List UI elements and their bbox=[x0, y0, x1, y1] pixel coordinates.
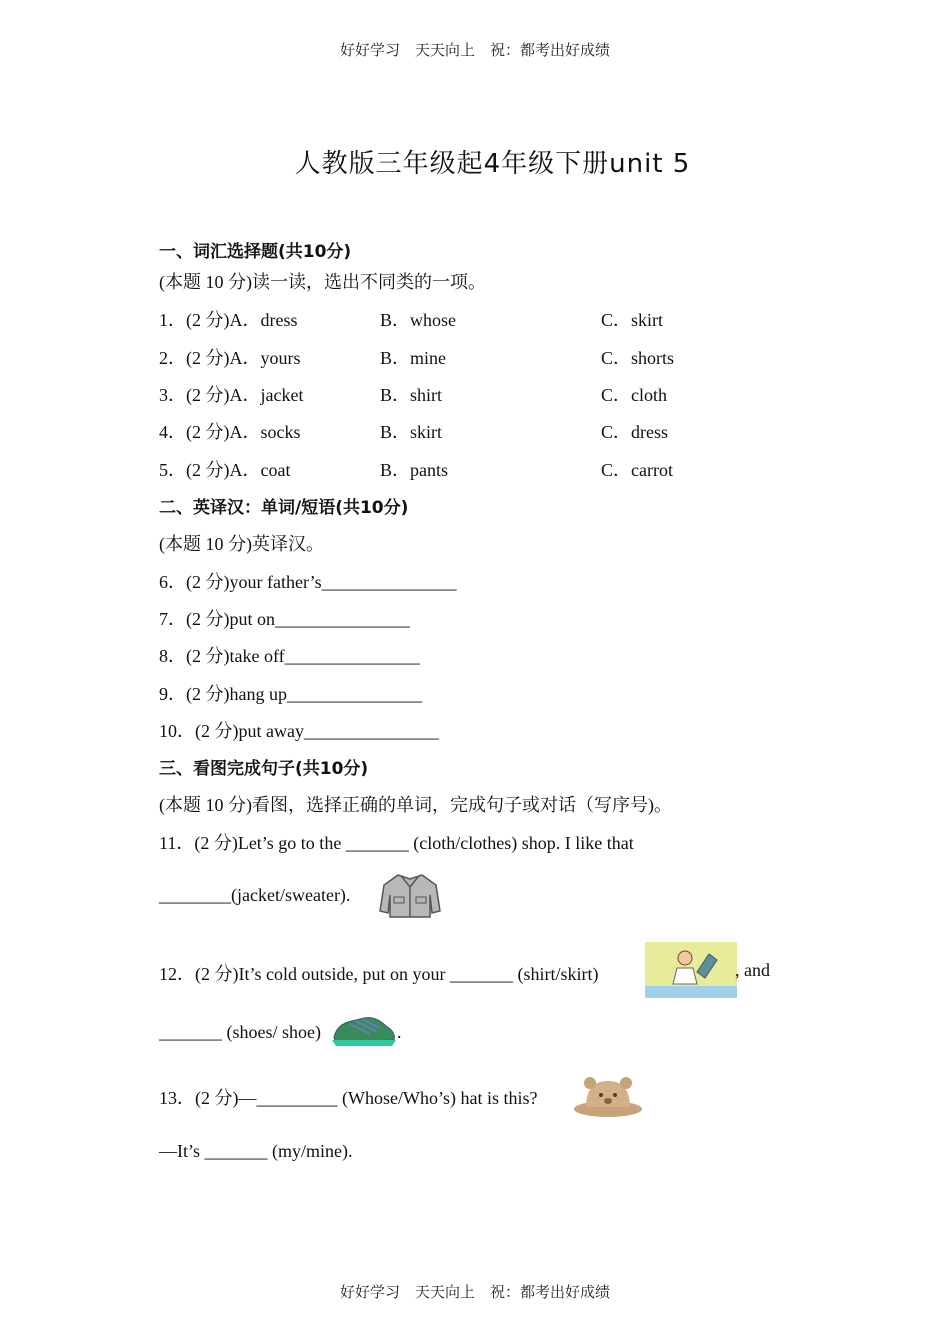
q5-option-b: B．pants bbox=[380, 460, 449, 480]
q2-option-a: 2．(2 分)A．yours bbox=[159, 348, 301, 368]
q1-option-c: C．skirt bbox=[601, 310, 664, 330]
q9-line: 9．(2 分)hang up_______________ bbox=[159, 684, 422, 704]
q1-option-b: B．whose bbox=[380, 310, 456, 330]
q12-line2-end: . bbox=[397, 1022, 402, 1042]
q8-line: 8．(2 分)take off_______________ bbox=[159, 646, 420, 666]
q12-line1: 12．(2 分)It’s cold outside, put on your _______ (shirt/skirt) bbox=[159, 964, 599, 984]
q4-option-b: B．skirt bbox=[380, 422, 443, 442]
section3-instruction: (本题 10 分)看图，选择正确的单词，完成句子或对话（写序号)。 bbox=[159, 795, 672, 815]
q5-option-c: C．carrot bbox=[601, 460, 673, 480]
page-footer: 好好学习 天天向上 祝：都考出好成绩 bbox=[339, 1283, 610, 1301]
q12-line2: _______ (shoes/ shoe) bbox=[159, 1022, 321, 1042]
q1-option-a: 1．(2 分)A．dress bbox=[159, 310, 298, 330]
shirt-picture bbox=[645, 942, 737, 998]
q13-line1: 13．(2 分)—_________ (Whose/Who’s) hat is this? bbox=[159, 1088, 538, 1108]
q3-option-b: B．shirt bbox=[380, 385, 443, 405]
q2-option-c: C．shorts bbox=[601, 348, 675, 368]
shoe-picture bbox=[330, 1012, 398, 1048]
section2-instruction: (本题 10 分)英译汉。 bbox=[159, 534, 324, 554]
q6-line: 6．(2 分)your father’s_______________ bbox=[159, 572, 457, 592]
section1-instruction: (本题 10 分)读一读，选出不同类的一项。 bbox=[159, 272, 486, 292]
q5-option-a: 5．(2 分)A．coat bbox=[159, 460, 291, 480]
page-title: 人教版三年级起4年级下册unit 5 bbox=[294, 149, 691, 179]
page-header: 好好学习 天天向上 祝：都考出好成绩 bbox=[339, 41, 610, 59]
section1-heading: 一、词汇选择题(共10分) bbox=[159, 242, 352, 262]
q12-line1-end: , and bbox=[735, 960, 770, 980]
q4-option-c: C．dress bbox=[601, 422, 668, 442]
q3-option-c: C．cloth bbox=[601, 385, 667, 405]
hat-picture bbox=[572, 1073, 644, 1119]
section3-heading: 三、看图完成句子(共10分) bbox=[159, 759, 369, 779]
q11-line1: 11．(2 分)Let’s go to the _______ (cloth/clothes) shop. I like that bbox=[159, 833, 634, 853]
section2-heading: 二、英译汉：单词/短语(共10分) bbox=[159, 498, 409, 518]
q13-line2: —It’s _______ (my/mine). bbox=[159, 1141, 353, 1161]
q10-line: 10．(2 分)put away_______________ bbox=[159, 721, 439, 741]
q4-option-a: 4．(2 分)A．socks bbox=[159, 422, 301, 442]
q3-option-a: 3．(2 分)A．jacket bbox=[159, 385, 304, 405]
q11-line2: ________(jacket/sweater). bbox=[159, 885, 351, 905]
jacket-picture bbox=[376, 871, 444, 921]
q2-option-b: B．mine bbox=[380, 348, 446, 368]
q7-line: 7．(2 分)put on_______________ bbox=[159, 609, 410, 629]
